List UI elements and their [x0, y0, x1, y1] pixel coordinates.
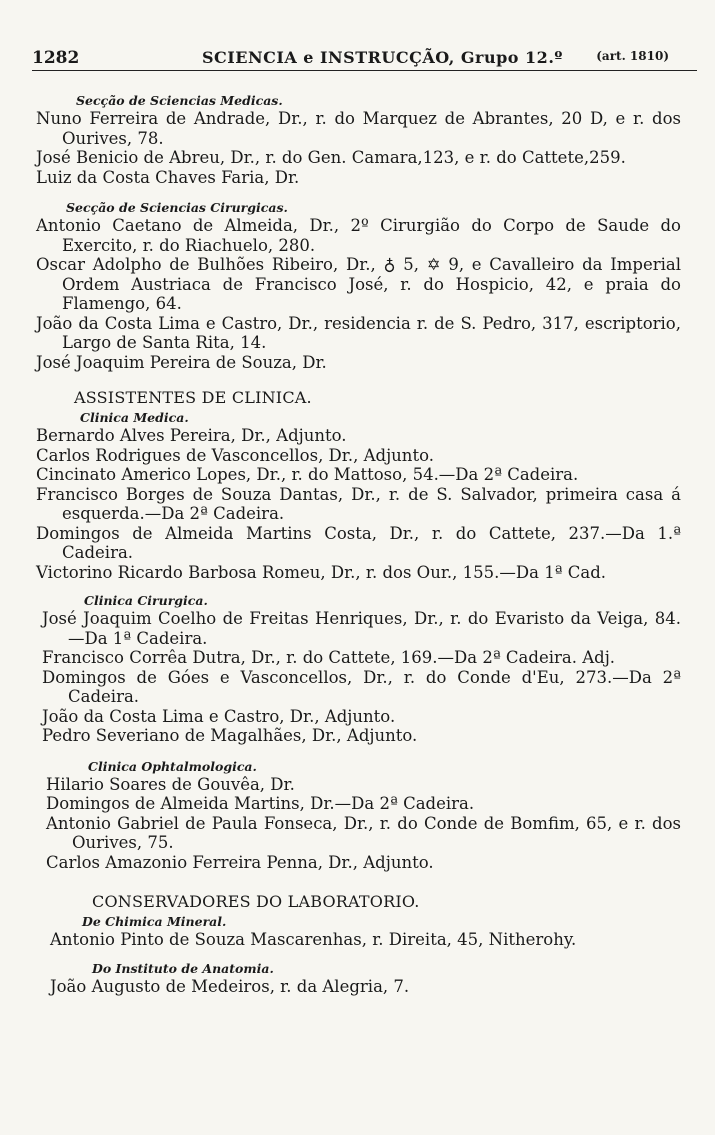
section-heading: De Chimica Mineral. [82, 914, 227, 929]
directory-entry: Antonio Gabriel de Paula Fonseca, Dr., r. do Conde de Bomfim, 65, e r. dos Ourives, 75. [46, 813, 681, 852]
section-heading: ASSISTENTES DE CLINICA. [74, 388, 312, 407]
directory-entry: Antonio Pinto de Souza Mascarenhas, r. Direita, 45, Nitherohy. [50, 930, 577, 949]
page-header [32, 46, 697, 71]
running-title: SCIENCIA e INSTRUCÇÃO, Grupo 12.º [202, 48, 563, 67]
directory-entry: Domingos de Góes e Vasconcellos, Dr., r. do Conde d'Eu, 273.—Da 2ª Cadeira. [42, 667, 681, 706]
directory-entry: João da Costa Lima e Castro, Dr., Adjunto. [42, 706, 396, 726]
section-heading: Clinica Ophtalmologica. [88, 758, 257, 774]
directory-entry: Carlos Rodrigues de Vasconcellos, Dr., Adjunto. [36, 445, 434, 465]
directory-entry: Oscar Adolpho de Bulhões Ribeiro, Dr., ♁ 5, ✡ 9, e Cavalleiro da Imperial Ordem Austriaca de Francisco José, r. do Hospicio, 42, e praia do Flamengo, 64. [36, 255, 681, 313]
directory-entry: José Joaquim Pereira de Souza, Dr. [36, 352, 327, 372]
section-heading: Do Instituto de Anatomia. [92, 960, 274, 976]
directory-entry: João Augusto de Medeiros, r. da Alegria, 7. [50, 976, 410, 996]
section-heading: CONSERVADORES DO LABORATORIO. [92, 892, 420, 911]
directory-entry: Francisco Corrêa Dutra, Dr., r. do Cattete, 169.—Da 2ª Cadeira. Adj. [42, 648, 616, 667]
directory-entry: Domingos de Almeida Martins, Dr.—Da 2ª Cadeira. [46, 794, 475, 813]
directory-entry: Pedro Severiano de Magalhães, Dr., Adjunto. [42, 726, 418, 745]
section-heading: Clinica Medica. [80, 410, 189, 425]
directory-entry: Cincinato Americo Lopes, Dr., r. do Mattoso, 54.—Da 2ª Cadeira. [36, 465, 579, 484]
directory-entry: Bernardo Alves Pereira, Dr., Adjunto. [36, 426, 347, 445]
section-heading: Clinica Cirurgica. [84, 593, 208, 608]
directory-entry: José Benicio de Abreu, Dr., r. do Gen. Camara,123, e r. do Cattete,259. [36, 148, 626, 167]
directory-entry: José Joaquim Coelho de Freitas Henriques, Dr., r. do Evaristo da Veiga, 84.—Da 1ª Cadeira. [42, 609, 681, 648]
section-heading: Secção de Sciencias Medicas. [76, 93, 283, 108]
page-number: 1282 [32, 48, 80, 68]
article-reference: (art. 1810) [596, 49, 669, 63]
directory-entry: Domingos de Almeida Martins Costa, Dr., r. do Cattete, 237.—Da 1.ª Cadeira. [36, 523, 681, 562]
page-body [36, 92, 681, 996]
directory-entry: Victorino Ricardo Barbosa Romeu, Dr., r. dos Our., 155.—Da 1ª Cad. [36, 562, 607, 582]
directory-entry: Francisco Borges de Souza Dantas, Dr., r. de S. Salvador, primeira casa á esquerda.—Da 2ª Cadeira. [36, 484, 681, 523]
directory-entry: Carlos Amazonio Ferreira Penna, Dr., Adjunto. [46, 852, 434, 872]
directory-entry: João da Costa Lima e Castro, Dr., residencia r. de S. Pedro, 317, escriptorio, Largo de Santa Rita, 14. [36, 313, 681, 352]
directory-entry: Antonio Caetano de Almeida, Dr., 2º Cirurgião do Corpo de Saude do Exercito, r. do Riachuelo, 280. [36, 216, 681, 255]
directory-entry: Luiz da Costa Chaves Faria, Dr. [36, 167, 300, 187]
section-heading: Secção de Sciencias Cirurgicas. [66, 200, 288, 215]
directory-entry: Hilario Soares de Gouvêa, Dr. [46, 774, 295, 794]
directory-entry: Nuno Ferreira de Andrade, Dr., r. do Marquez de Abrantes, 20 D, e r. dos Ourives, 78. [36, 109, 681, 148]
